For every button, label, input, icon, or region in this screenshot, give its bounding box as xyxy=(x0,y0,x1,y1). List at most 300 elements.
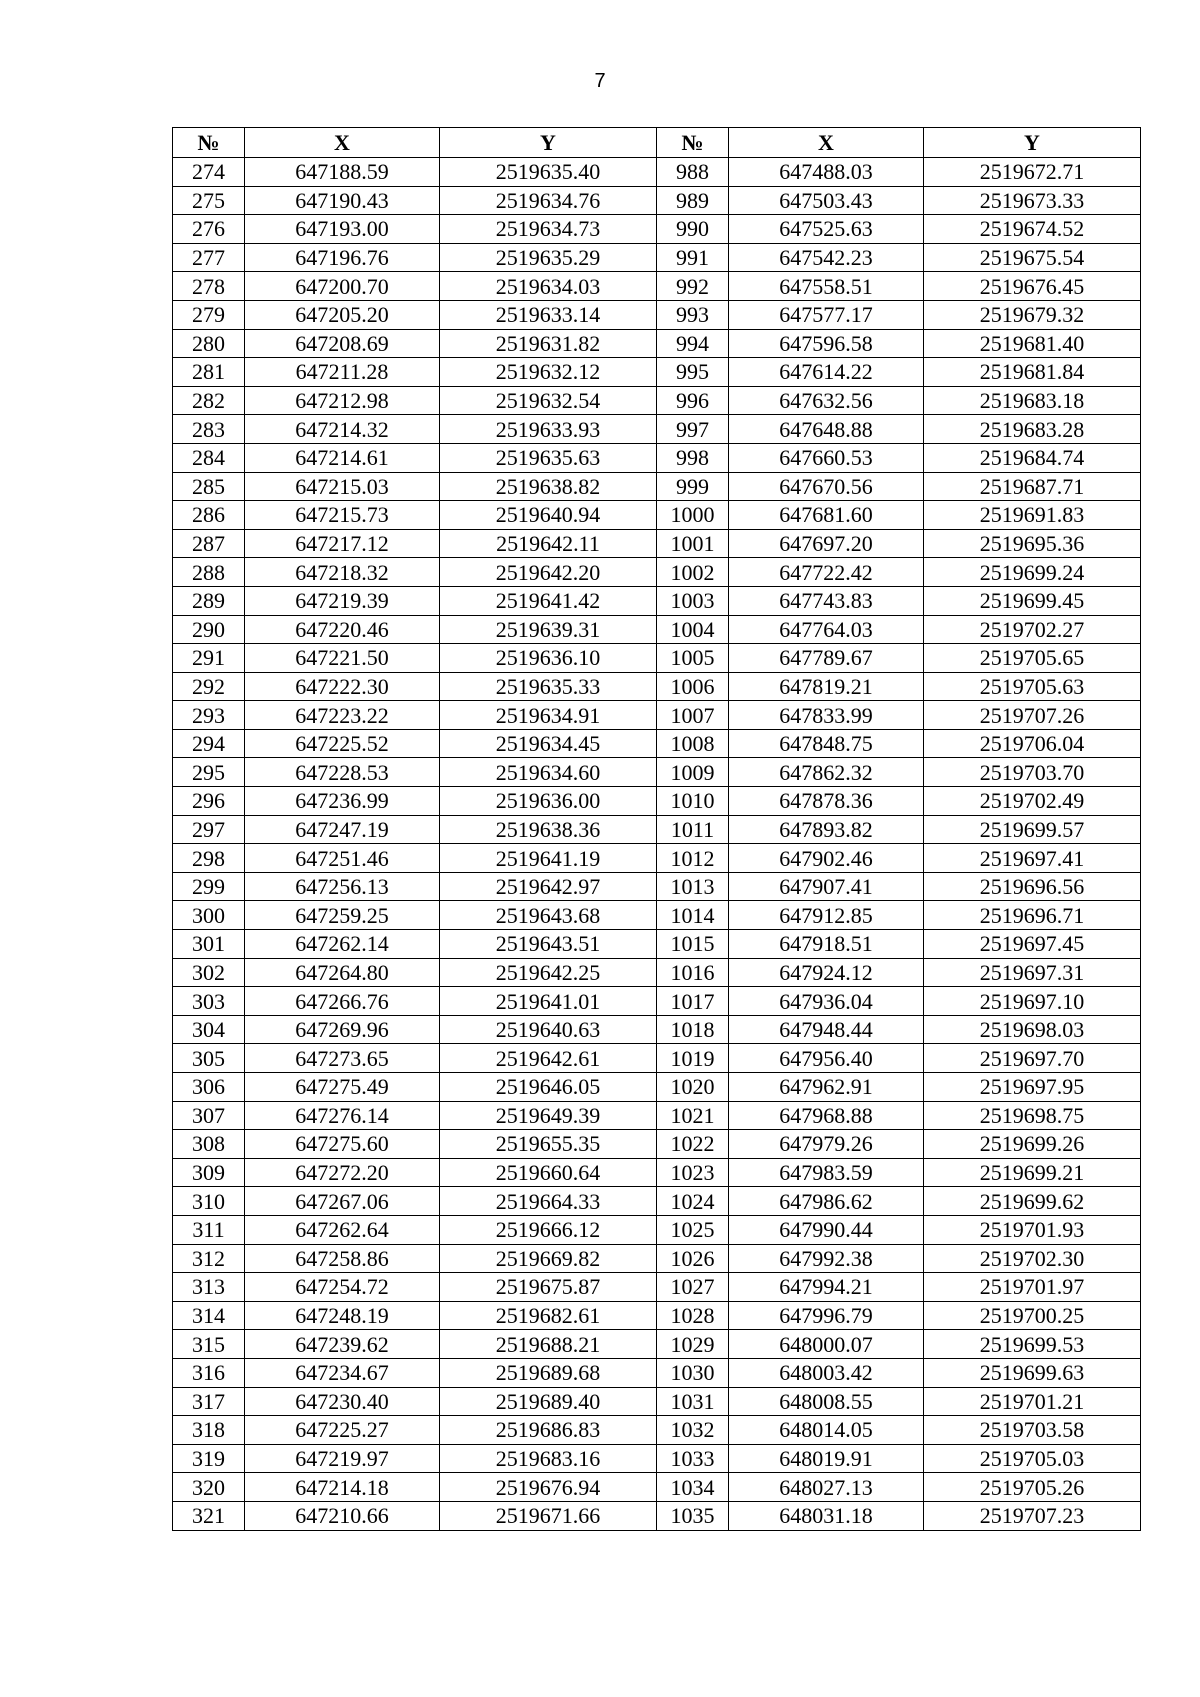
x-coordinate-cell: 647219.39 xyxy=(245,586,440,615)
x-coordinate-cell: 647275.49 xyxy=(245,1073,440,1102)
y-coordinate-cell: 2519707.23 xyxy=(924,1501,1141,1530)
point-number-cell: 321 xyxy=(173,1501,245,1530)
x-coordinate-cell: 647254.72 xyxy=(245,1273,440,1302)
y-coordinate-cell: 2519633.14 xyxy=(440,300,657,329)
point-number-cell: 1035 xyxy=(657,1501,729,1530)
point-number-cell: 1009 xyxy=(657,758,729,787)
table-row xyxy=(173,443,1141,472)
point-number-cell: 992 xyxy=(657,272,729,301)
point-number-cell: 308 xyxy=(173,1130,245,1159)
point-number-cell: 291 xyxy=(173,644,245,673)
y-coordinate-cell: 2519641.01 xyxy=(440,987,657,1016)
y-coordinate-cell: 2519638.36 xyxy=(440,815,657,844)
table-row xyxy=(173,815,1141,844)
y-coordinate-cell: 2519701.21 xyxy=(924,1387,1141,1416)
y-coordinate-cell: 2519691.83 xyxy=(924,501,1141,530)
table-row xyxy=(173,787,1141,816)
x-coordinate-cell: 647979.26 xyxy=(729,1130,924,1159)
x-coordinate-cell: 647918.51 xyxy=(729,930,924,959)
x-coordinate-cell: 647596.58 xyxy=(729,329,924,358)
y-coordinate-cell: 2519705.63 xyxy=(924,672,1141,701)
table-row xyxy=(173,930,1141,959)
x-coordinate-cell: 647924.12 xyxy=(729,958,924,987)
point-number-cell: 300 xyxy=(173,901,245,930)
table-row xyxy=(173,501,1141,530)
x-coordinate-cell: 647902.46 xyxy=(729,844,924,873)
y-coordinate-cell: 2519636.00 xyxy=(440,787,657,816)
y-coordinate-cell: 2519642.11 xyxy=(440,529,657,558)
table-row xyxy=(173,1330,1141,1359)
point-number-cell: 988 xyxy=(657,158,729,187)
x-coordinate-cell: 647225.52 xyxy=(245,729,440,758)
point-number-cell: 275 xyxy=(173,186,245,215)
point-number-cell: 1032 xyxy=(657,1416,729,1445)
point-number-cell: 1027 xyxy=(657,1273,729,1302)
y-coordinate-cell: 2519683.16 xyxy=(440,1444,657,1473)
point-number-cell: 281 xyxy=(173,358,245,387)
y-coordinate-cell: 2519702.49 xyxy=(924,787,1141,816)
x-coordinate-cell: 647256.13 xyxy=(245,872,440,901)
x-coordinate-cell: 648008.55 xyxy=(729,1387,924,1416)
x-coordinate-cell: 647990.44 xyxy=(729,1215,924,1244)
point-number-cell: 1034 xyxy=(657,1473,729,1502)
table-row xyxy=(173,1387,1141,1416)
point-number-cell: 1033 xyxy=(657,1444,729,1473)
x-coordinate-cell: 647907.41 xyxy=(729,872,924,901)
point-number-cell: 1005 xyxy=(657,644,729,673)
x-coordinate-cell: 647848.75 xyxy=(729,729,924,758)
x-coordinate-cell: 647273.65 xyxy=(245,1044,440,1073)
x-coordinate-cell: 647983.59 xyxy=(729,1158,924,1187)
point-number-cell: 286 xyxy=(173,501,245,530)
y-coordinate-cell: 2519635.29 xyxy=(440,243,657,272)
point-number-cell: 1001 xyxy=(657,529,729,558)
y-coordinate-cell: 2519702.30 xyxy=(924,1244,1141,1273)
coordinates-table xyxy=(172,127,1141,1531)
point-number-cell: 306 xyxy=(173,1073,245,1102)
point-number-cell: 290 xyxy=(173,615,245,644)
y-coordinate-cell: 2519703.70 xyxy=(924,758,1141,787)
x-coordinate-cell: 647222.30 xyxy=(245,672,440,701)
x-coordinate-cell: 647190.43 xyxy=(245,186,440,215)
point-number-cell: 1029 xyxy=(657,1330,729,1359)
y-coordinate-cell: 2519655.35 xyxy=(440,1130,657,1159)
y-coordinate-cell: 2519682.61 xyxy=(440,1301,657,1330)
point-number-cell: 312 xyxy=(173,1244,245,1273)
y-coordinate-cell: 2519697.45 xyxy=(924,930,1141,959)
y-coordinate-cell: 2519687.71 xyxy=(924,472,1141,501)
table-row xyxy=(173,644,1141,673)
point-number-cell: 1003 xyxy=(657,586,729,615)
header-y-left: Y xyxy=(440,128,657,158)
y-coordinate-cell: 2519699.24 xyxy=(924,558,1141,587)
point-number-cell: 309 xyxy=(173,1158,245,1187)
table-row xyxy=(173,1301,1141,1330)
table-row xyxy=(173,329,1141,358)
point-number-cell: 310 xyxy=(173,1187,245,1216)
y-coordinate-cell: 2519640.94 xyxy=(440,501,657,530)
x-coordinate-cell: 647211.28 xyxy=(245,358,440,387)
table-header-row xyxy=(173,128,1141,158)
header-number-left: № xyxy=(173,128,245,158)
x-coordinate-cell: 647236.99 xyxy=(245,787,440,816)
x-coordinate-cell: 647214.18 xyxy=(245,1473,440,1502)
y-coordinate-cell: 2519697.95 xyxy=(924,1073,1141,1102)
y-coordinate-cell: 2519688.21 xyxy=(440,1330,657,1359)
point-number-cell: 292 xyxy=(173,672,245,701)
x-coordinate-cell: 647968.88 xyxy=(729,1101,924,1130)
y-coordinate-cell: 2519641.42 xyxy=(440,586,657,615)
x-coordinate-cell: 647648.88 xyxy=(729,415,924,444)
x-coordinate-cell: 648027.13 xyxy=(729,1473,924,1502)
y-coordinate-cell: 2519699.21 xyxy=(924,1158,1141,1187)
point-number-cell: 294 xyxy=(173,729,245,758)
y-coordinate-cell: 2519643.51 xyxy=(440,930,657,959)
point-number-cell: 313 xyxy=(173,1273,245,1302)
table-row xyxy=(173,701,1141,730)
table-row xyxy=(173,729,1141,758)
point-number-cell: 994 xyxy=(657,329,729,358)
y-coordinate-cell: 2519675.54 xyxy=(924,243,1141,272)
x-coordinate-cell: 647893.82 xyxy=(729,815,924,844)
y-coordinate-cell: 2519634.60 xyxy=(440,758,657,787)
table-row xyxy=(173,243,1141,272)
x-coordinate-cell: 647743.83 xyxy=(729,586,924,615)
point-number-cell: 1010 xyxy=(657,787,729,816)
y-coordinate-cell: 2519696.71 xyxy=(924,901,1141,930)
x-coordinate-cell: 647275.60 xyxy=(245,1130,440,1159)
x-coordinate-cell: 647219.97 xyxy=(245,1444,440,1473)
table-row xyxy=(173,215,1141,244)
x-coordinate-cell: 647188.59 xyxy=(245,158,440,187)
y-coordinate-cell: 2519683.18 xyxy=(924,386,1141,415)
y-coordinate-cell: 2519634.45 xyxy=(440,729,657,758)
point-number-cell: 1015 xyxy=(657,930,729,959)
y-coordinate-cell: 2519703.58 xyxy=(924,1416,1141,1445)
x-coordinate-cell: 647948.44 xyxy=(729,1015,924,1044)
x-coordinate-cell: 647660.53 xyxy=(729,443,924,472)
header-x-left: X xyxy=(245,128,440,158)
table-body xyxy=(173,158,1141,1531)
x-coordinate-cell: 647258.86 xyxy=(245,1244,440,1273)
y-coordinate-cell: 2519697.70 xyxy=(924,1044,1141,1073)
table-row xyxy=(173,901,1141,930)
point-number-cell: 320 xyxy=(173,1473,245,1502)
y-coordinate-cell: 2519701.93 xyxy=(924,1215,1141,1244)
x-coordinate-cell: 647994.21 xyxy=(729,1273,924,1302)
x-coordinate-cell: 648000.07 xyxy=(729,1330,924,1359)
point-number-cell: 993 xyxy=(657,300,729,329)
y-coordinate-cell: 2519681.40 xyxy=(924,329,1141,358)
table-row xyxy=(173,844,1141,873)
point-number-cell: 279 xyxy=(173,300,245,329)
y-coordinate-cell: 2519698.03 xyxy=(924,1015,1141,1044)
x-coordinate-cell: 647996.79 xyxy=(729,1301,924,1330)
x-coordinate-cell: 647248.19 xyxy=(245,1301,440,1330)
point-number-cell: 295 xyxy=(173,758,245,787)
point-number-cell: 274 xyxy=(173,158,245,187)
point-number-cell: 307 xyxy=(173,1101,245,1130)
point-number-cell: 1012 xyxy=(657,844,729,873)
y-coordinate-cell: 2519675.87 xyxy=(440,1273,657,1302)
x-coordinate-cell: 647614.22 xyxy=(729,358,924,387)
y-coordinate-cell: 2519705.26 xyxy=(924,1473,1141,1502)
point-number-cell: 305 xyxy=(173,1044,245,1073)
table-row xyxy=(173,1273,1141,1302)
point-number-cell: 301 xyxy=(173,930,245,959)
x-coordinate-cell: 647986.62 xyxy=(729,1187,924,1216)
point-number-cell: 1016 xyxy=(657,958,729,987)
x-coordinate-cell: 647992.38 xyxy=(729,1244,924,1273)
y-coordinate-cell: 2519635.40 xyxy=(440,158,657,187)
y-coordinate-cell: 2519632.12 xyxy=(440,358,657,387)
y-coordinate-cell: 2519701.97 xyxy=(924,1273,1141,1302)
x-coordinate-cell: 647196.76 xyxy=(245,243,440,272)
point-number-cell: 284 xyxy=(173,443,245,472)
x-coordinate-cell: 647488.03 xyxy=(729,158,924,187)
point-number-cell: 1023 xyxy=(657,1158,729,1187)
x-coordinate-cell: 647878.36 xyxy=(729,787,924,816)
header-x-right: X xyxy=(729,128,924,158)
table-row xyxy=(173,872,1141,901)
point-number-cell: 1008 xyxy=(657,729,729,758)
x-coordinate-cell: 647223.22 xyxy=(245,701,440,730)
y-coordinate-cell: 2519702.27 xyxy=(924,615,1141,644)
y-coordinate-cell: 2519697.10 xyxy=(924,987,1141,1016)
x-coordinate-cell: 647276.14 xyxy=(245,1101,440,1130)
x-coordinate-cell: 647558.51 xyxy=(729,272,924,301)
table-row xyxy=(173,1416,1141,1445)
y-coordinate-cell: 2519641.19 xyxy=(440,844,657,873)
y-coordinate-cell: 2519634.73 xyxy=(440,215,657,244)
table-row xyxy=(173,586,1141,615)
y-coordinate-cell: 2519639.31 xyxy=(440,615,657,644)
table-row xyxy=(173,158,1141,187)
table-row xyxy=(173,758,1141,787)
x-coordinate-cell: 647262.14 xyxy=(245,930,440,959)
point-number-cell: 1020 xyxy=(657,1073,729,1102)
y-coordinate-cell: 2519635.63 xyxy=(440,443,657,472)
point-number-cell: 1002 xyxy=(657,558,729,587)
y-coordinate-cell: 2519681.84 xyxy=(924,358,1141,387)
point-number-cell: 296 xyxy=(173,787,245,816)
table-row xyxy=(173,558,1141,587)
y-coordinate-cell: 2519642.61 xyxy=(440,1044,657,1073)
x-coordinate-cell: 647221.50 xyxy=(245,644,440,673)
x-coordinate-cell: 647632.56 xyxy=(729,386,924,415)
y-coordinate-cell: 2519676.45 xyxy=(924,272,1141,301)
point-number-cell: 285 xyxy=(173,472,245,501)
table-row xyxy=(173,300,1141,329)
y-coordinate-cell: 2519689.40 xyxy=(440,1387,657,1416)
table-row xyxy=(173,1158,1141,1187)
x-coordinate-cell: 647234.67 xyxy=(245,1358,440,1387)
table-row xyxy=(173,529,1141,558)
y-coordinate-cell: 2519699.62 xyxy=(924,1187,1141,1216)
x-coordinate-cell: 647208.69 xyxy=(245,329,440,358)
y-coordinate-cell: 2519699.26 xyxy=(924,1130,1141,1159)
y-coordinate-cell: 2519642.25 xyxy=(440,958,657,987)
x-coordinate-cell: 647212.98 xyxy=(245,386,440,415)
table-row xyxy=(173,186,1141,215)
point-number-cell: 278 xyxy=(173,272,245,301)
page-number: 7 xyxy=(594,70,606,92)
x-coordinate-cell: 647764.03 xyxy=(729,615,924,644)
point-number-cell: 318 xyxy=(173,1416,245,1445)
y-coordinate-cell: 2519646.05 xyxy=(440,1073,657,1102)
point-number-cell: 998 xyxy=(657,443,729,472)
point-number-cell: 315 xyxy=(173,1330,245,1359)
x-coordinate-cell: 647722.42 xyxy=(729,558,924,587)
y-coordinate-cell: 2519660.64 xyxy=(440,1158,657,1187)
point-number-cell: 299 xyxy=(173,872,245,901)
table-row xyxy=(173,1187,1141,1216)
y-coordinate-cell: 2519633.93 xyxy=(440,415,657,444)
table-row xyxy=(173,1073,1141,1102)
x-coordinate-cell: 647205.20 xyxy=(245,300,440,329)
table-row xyxy=(173,1473,1141,1502)
point-number-cell: 990 xyxy=(657,215,729,244)
y-coordinate-cell: 2519666.12 xyxy=(440,1215,657,1244)
point-number-cell: 1026 xyxy=(657,1244,729,1273)
y-coordinate-cell: 2519642.97 xyxy=(440,872,657,901)
point-number-cell: 1011 xyxy=(657,815,729,844)
point-number-cell: 316 xyxy=(173,1358,245,1387)
y-coordinate-cell: 2519689.68 xyxy=(440,1358,657,1387)
table-row xyxy=(173,386,1141,415)
x-coordinate-cell: 647577.17 xyxy=(729,300,924,329)
table-row xyxy=(173,1015,1141,1044)
x-coordinate-cell: 647214.32 xyxy=(245,415,440,444)
point-number-cell: 999 xyxy=(657,472,729,501)
point-number-cell: 1018 xyxy=(657,1015,729,1044)
x-coordinate-cell: 647542.23 xyxy=(729,243,924,272)
x-coordinate-cell: 647525.63 xyxy=(729,215,924,244)
x-coordinate-cell: 648003.42 xyxy=(729,1358,924,1387)
x-coordinate-cell: 647200.70 xyxy=(245,272,440,301)
y-coordinate-cell: 2519700.25 xyxy=(924,1301,1141,1330)
point-number-cell: 288 xyxy=(173,558,245,587)
point-number-cell: 1024 xyxy=(657,1187,729,1216)
table-row xyxy=(173,272,1141,301)
point-number-cell: 997 xyxy=(657,415,729,444)
y-coordinate-cell: 2519642.20 xyxy=(440,558,657,587)
table-row xyxy=(173,1101,1141,1130)
table-row xyxy=(173,1358,1141,1387)
point-number-cell: 1004 xyxy=(657,615,729,644)
y-coordinate-cell: 2519705.65 xyxy=(924,644,1141,673)
x-coordinate-cell: 647681.60 xyxy=(729,501,924,530)
table-row xyxy=(173,958,1141,987)
point-number-cell: 319 xyxy=(173,1444,245,1473)
point-number-cell: 287 xyxy=(173,529,245,558)
x-coordinate-cell: 647239.62 xyxy=(245,1330,440,1359)
y-coordinate-cell: 2519634.03 xyxy=(440,272,657,301)
y-coordinate-cell: 2519698.75 xyxy=(924,1101,1141,1130)
point-number-cell: 1019 xyxy=(657,1044,729,1073)
x-coordinate-cell: 648014.05 xyxy=(729,1416,924,1445)
table-row xyxy=(173,415,1141,444)
y-coordinate-cell: 2519706.04 xyxy=(924,729,1141,758)
point-number-cell: 1022 xyxy=(657,1130,729,1159)
point-number-cell: 1031 xyxy=(657,1387,729,1416)
point-number-cell: 304 xyxy=(173,1015,245,1044)
x-coordinate-cell: 647193.00 xyxy=(245,215,440,244)
y-coordinate-cell: 2519640.63 xyxy=(440,1015,657,1044)
point-number-cell: 283 xyxy=(173,415,245,444)
table-row xyxy=(173,615,1141,644)
point-number-cell: 293 xyxy=(173,701,245,730)
y-coordinate-cell: 2519676.94 xyxy=(440,1473,657,1502)
x-coordinate-cell: 647215.03 xyxy=(245,472,440,501)
point-number-cell: 282 xyxy=(173,386,245,415)
table-row xyxy=(173,1244,1141,1273)
point-number-cell: 1025 xyxy=(657,1215,729,1244)
y-coordinate-cell: 2519699.57 xyxy=(924,815,1141,844)
y-coordinate-cell: 2519699.63 xyxy=(924,1358,1141,1387)
x-coordinate-cell: 647230.40 xyxy=(245,1387,440,1416)
x-coordinate-cell: 647789.67 xyxy=(729,644,924,673)
table-row xyxy=(173,358,1141,387)
point-number-cell: 996 xyxy=(657,386,729,415)
header-y-right: Y xyxy=(924,128,1141,158)
point-number-cell: 989 xyxy=(657,186,729,215)
point-number-cell: 1021 xyxy=(657,1101,729,1130)
point-number-cell: 317 xyxy=(173,1387,245,1416)
y-coordinate-cell: 2519683.28 xyxy=(924,415,1141,444)
x-coordinate-cell: 647267.06 xyxy=(245,1187,440,1216)
point-number-cell: 1013 xyxy=(657,872,729,901)
y-coordinate-cell: 2519674.52 xyxy=(924,215,1141,244)
x-coordinate-cell: 647218.32 xyxy=(245,558,440,587)
point-number-cell: 995 xyxy=(657,358,729,387)
x-coordinate-cell: 647247.19 xyxy=(245,815,440,844)
x-coordinate-cell: 647264.80 xyxy=(245,958,440,987)
y-coordinate-cell: 2519695.36 xyxy=(924,529,1141,558)
x-coordinate-cell: 647214.61 xyxy=(245,443,440,472)
table-row xyxy=(173,987,1141,1016)
table-row xyxy=(173,1215,1141,1244)
y-coordinate-cell: 2519697.31 xyxy=(924,958,1141,987)
y-coordinate-cell: 2519664.33 xyxy=(440,1187,657,1216)
point-number-cell: 311 xyxy=(173,1215,245,1244)
x-coordinate-cell: 647210.66 xyxy=(245,1501,440,1530)
point-number-cell: 297 xyxy=(173,815,245,844)
y-coordinate-cell: 2519634.91 xyxy=(440,701,657,730)
x-coordinate-cell: 647862.32 xyxy=(729,758,924,787)
y-coordinate-cell: 2519705.03 xyxy=(924,1444,1141,1473)
x-coordinate-cell: 648031.18 xyxy=(729,1501,924,1530)
x-coordinate-cell: 647503.43 xyxy=(729,186,924,215)
point-number-cell: 298 xyxy=(173,844,245,873)
point-number-cell: 280 xyxy=(173,329,245,358)
point-number-cell: 276 xyxy=(173,215,245,244)
point-number-cell: 1014 xyxy=(657,901,729,930)
y-coordinate-cell: 2519632.54 xyxy=(440,386,657,415)
x-coordinate-cell: 647962.91 xyxy=(729,1073,924,1102)
x-coordinate-cell: 647670.56 xyxy=(729,472,924,501)
point-number-cell: 277 xyxy=(173,243,245,272)
y-coordinate-cell: 2519699.53 xyxy=(924,1330,1141,1359)
y-coordinate-cell: 2519699.45 xyxy=(924,586,1141,615)
point-number-cell: 1030 xyxy=(657,1358,729,1387)
x-coordinate-cell: 647697.20 xyxy=(729,529,924,558)
x-coordinate-cell: 647819.21 xyxy=(729,672,924,701)
point-number-cell: 1000 xyxy=(657,501,729,530)
y-coordinate-cell: 2519635.33 xyxy=(440,672,657,701)
point-number-cell: 314 xyxy=(173,1301,245,1330)
point-number-cell: 991 xyxy=(657,243,729,272)
